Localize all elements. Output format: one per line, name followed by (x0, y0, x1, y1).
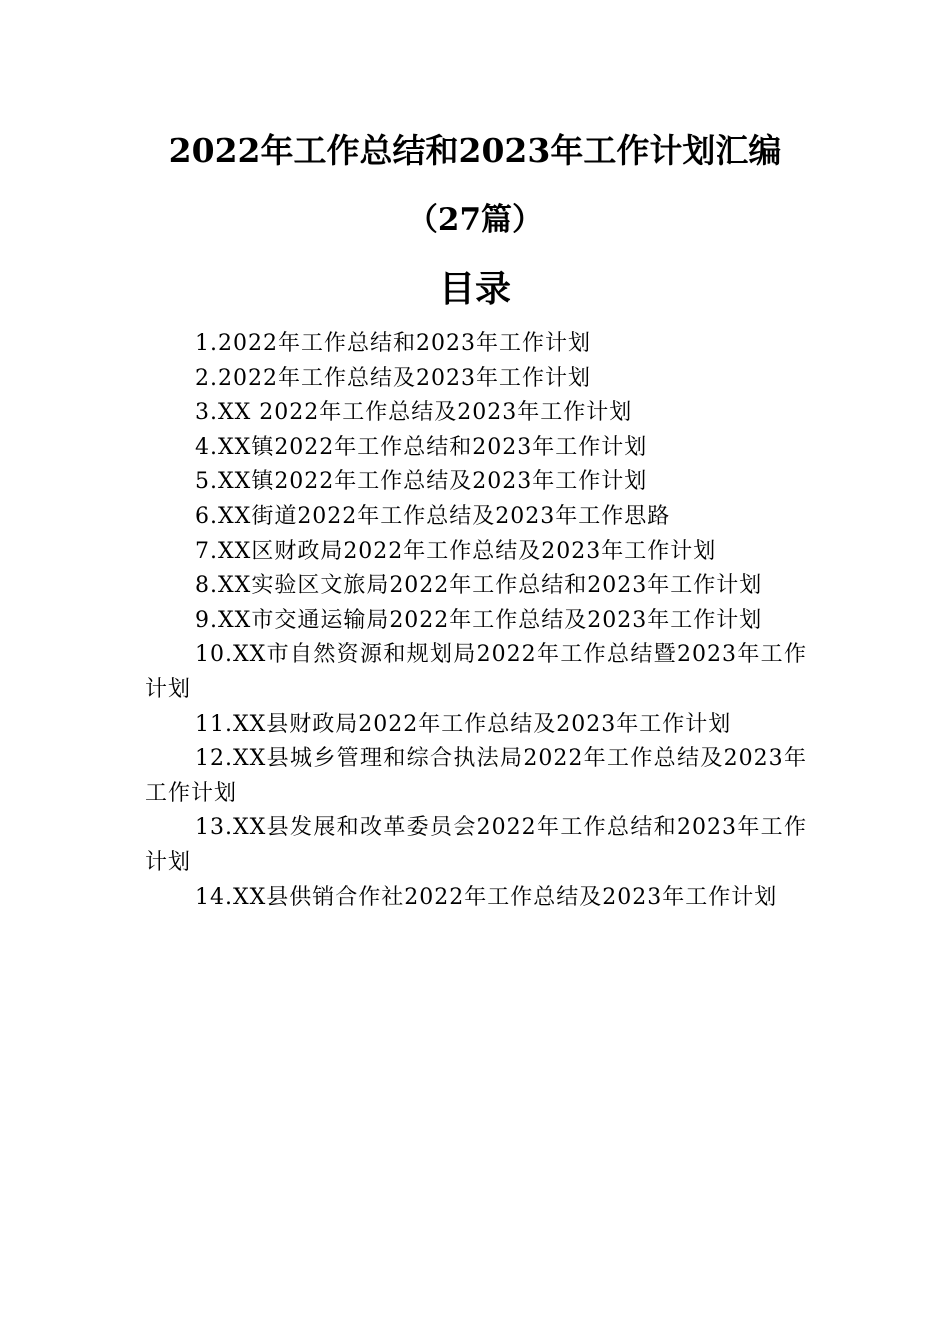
toc-item: 1.2022年工作总结和2023年工作计划 (195, 331, 591, 356)
table-of-contents (145, 327, 807, 915)
toc-item: 10.XX市自然资源和规划局2022年工作总结暨2023年工作计划 (145, 642, 807, 702)
toc-heading: 目录 (438, 268, 511, 310)
document-title: 2022年工作总结和2023年工作计划汇编 (168, 131, 782, 170)
toc-item: 8.XX实验区文旅局2022年工作总结和2023年工作计划 (195, 573, 763, 599)
toc-item: 5.XX镇2022年工作总结及2023年工作计划 (195, 469, 648, 495)
toc-item: 12.XX县城乡管理和综合执法局2022年工作总结及2023年工作计划 (145, 746, 807, 806)
toc-item: 2.2022年工作总结及2023年工作计划 (195, 365, 591, 391)
toc-item: 7.XX区财政局2022年工作总结及2023年工作计划 (195, 538, 717, 564)
toc-item: 14.XX县供销合作社2022年工作总结及2023年工作计划 (195, 884, 778, 910)
toc-item: 13.XX县发展和改革委员会2022年工作总结和2023年工作计划 (145, 815, 807, 875)
toc-item: 6.XX街道2022年工作总结及2023年工作思路 (195, 503, 671, 529)
toc-item: 4.XX镇2022年工作总结和2023年工作计划 (195, 434, 648, 460)
toc-item: 3.XX 2022年工作总结及2023年工作计划 (195, 400, 633, 426)
toc-item: 11.XX县财政局2022年工作总结及2023年工作计划 (195, 711, 732, 737)
toc-item: 9.XX市交通运输局2022年工作总结及2023年工作计划 (195, 607, 763, 633)
document-subtitle: （27篇） (406, 202, 544, 238)
